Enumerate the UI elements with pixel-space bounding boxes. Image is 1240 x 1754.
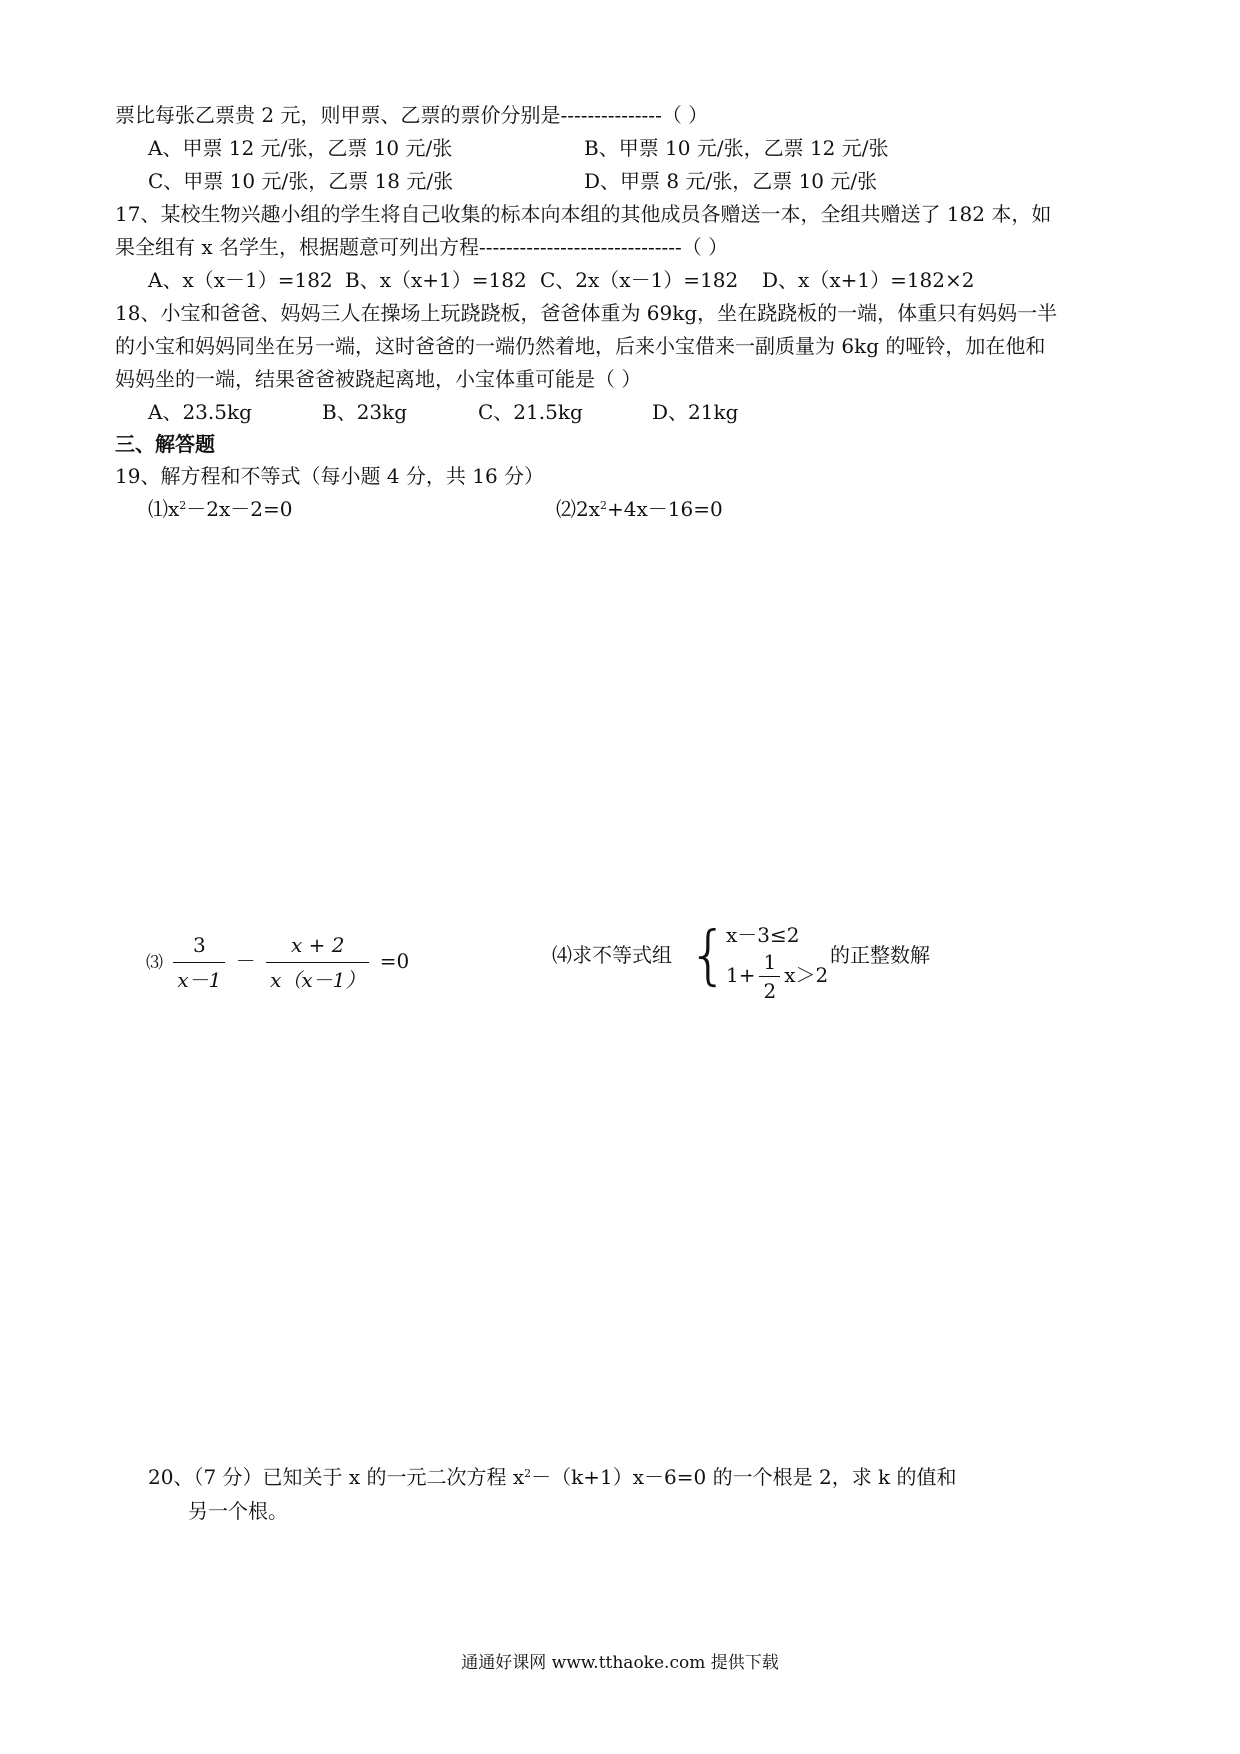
- q17-option-d: D、x（x+1）=182×2: [762, 268, 975, 292]
- q17-option-c: C、2x（x－1）=182: [540, 268, 739, 292]
- q19-p3-frac2-num: x + 2: [266, 930, 369, 963]
- q18-option-c: C、21.5kg: [478, 400, 583, 424]
- q19-p3-label: ⑶: [146, 953, 163, 973]
- q16-option-c: C、甲票 10 元/张，乙票 18 元/张: [148, 169, 454, 193]
- q20-line1-post: －（k+1）x－6=0 的一个根是 2，求 k 的值和: [531, 1465, 957, 1489]
- q16-option-a: A、甲票 12 元/张，乙票 10 元/张: [148, 136, 453, 160]
- q16-option-b: B、甲票 10 元/张，乙票 12 元/张: [584, 136, 889, 160]
- q17-option-a: A、x（x－1）=182: [148, 268, 333, 292]
- q19-p4-inequality1: x－3≤2: [726, 923, 800, 947]
- q18-line1: 18、小宝和爸爸、妈妈三人在操场上玩跷跷板，爸爸体重为 69kg，坐在跷跷板的一端，体重只有妈妈一半: [115, 301, 1058, 325]
- q19-p3-frac2: [266, 930, 369, 995]
- q16-option-d: D、甲票 8 元/张，乙票 10 元/张: [584, 169, 878, 193]
- q17-line2: [115, 234, 728, 260]
- q19-header: 19、解方程和不等式（每小题 4 分，共 16 分）: [115, 464, 545, 488]
- q19-p3-equals: =0: [379, 949, 410, 973]
- q18-option-a: A、23.5kg: [148, 400, 252, 424]
- q19-p1-exponent: 2: [179, 499, 187, 512]
- q19-p3-frac1-den: x－1: [177, 968, 222, 992]
- q20-line1-pre: 20、（7 分）已知关于 x 的一元二次方程 x: [148, 1465, 525, 1489]
- q19-p4-label: ⑷求不等式组: [552, 943, 672, 967]
- q19-p1-rest: －2x－2=0: [186, 497, 293, 521]
- q17-line2-text: 果全组有 x 名学生，根据题意可列出方程: [115, 235, 479, 259]
- q19-p3-frac2-den: x（x－1）: [270, 968, 366, 992]
- q20-exponent: 2: [524, 1467, 532, 1480]
- footer-text: 通通好课网 www.tthaoke.com 提供下载: [461, 1653, 779, 1673]
- q19-p3-frac1-num: 3: [173, 930, 225, 963]
- q19-p1-prefix: ⑴x: [148, 497, 180, 521]
- q19-part3: [146, 930, 409, 995]
- q17-answer-paren: （ ）: [681, 235, 729, 259]
- q18-line2: 的小宝和妈妈同坐在另一端，这时爸爸的一端仍然着地，后来小宝借来一副质量为 6kg 的哑铃，加在他和: [115, 334, 1046, 358]
- q19-p3-minus: －: [235, 949, 256, 973]
- q16-answer-paren: （ ）: [661, 103, 709, 127]
- q17-dashes: ------------------------------: [479, 235, 682, 259]
- q19-p2-exponent: 2: [600, 499, 608, 512]
- q18-option-d: D、21kg: [652, 400, 739, 424]
- q19-part1: [148, 496, 293, 522]
- q18-option-b: B、23kg: [322, 400, 408, 424]
- q16-stem-text: 票比每张乙票贵 2 元，则甲票、乙票的票价分别是: [115, 103, 561, 127]
- q18-line3: 妈妈坐的一端，结果爸爸被跷起离地，小宝体重可能是（ ）: [115, 367, 642, 391]
- q19-p4-frac-den: 2: [763, 979, 777, 1003]
- q16-dashes: ---------------: [560, 103, 662, 127]
- q19-p4-ineq2-pre: 1+: [726, 963, 756, 987]
- q19-p4-frac-num: 1: [759, 950, 780, 977]
- q20-line1: [148, 1464, 957, 1490]
- q19-p4-tail: 的正整数解: [830, 943, 930, 967]
- q17-option-b: B、x（x+1）=182: [345, 268, 527, 292]
- section-title: 三、解答题: [115, 432, 215, 456]
- q19-p4-inequality2: [726, 950, 828, 1003]
- q19-p3-frac1: [173, 930, 225, 995]
- q20-line2: 另一个根。: [188, 1499, 288, 1523]
- q19-p2-prefix: ⑵2x: [556, 497, 601, 521]
- q19-p4-ineq2-post: x＞2: [784, 963, 829, 987]
- q16-stem-tail: [115, 102, 708, 128]
- q19-p2-rest: +4x－16=0: [607, 497, 723, 521]
- q17-line1: 17、某校生物兴趣小组的学生将自己收集的标本向本组的其他成员各赠送一本，全组共赠送了 182 本，如: [115, 202, 1052, 226]
- q19-part2: [556, 496, 723, 522]
- q19-p4-ineq2-frac: [759, 950, 780, 1003]
- left-brace-icon: {: [688, 919, 729, 993]
